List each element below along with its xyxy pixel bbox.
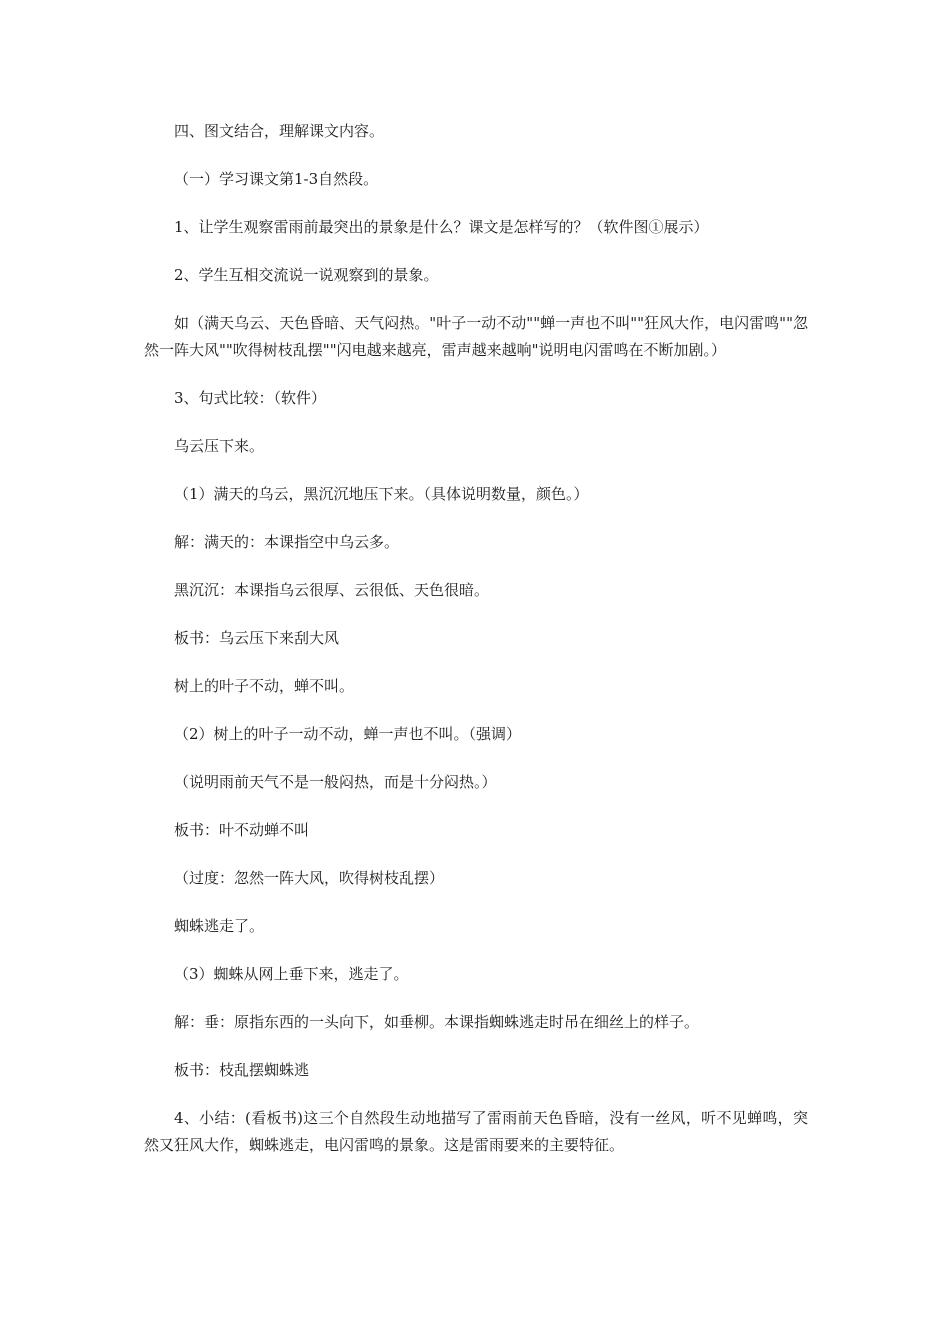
paragraph: 树上的叶子不动，蝉不叫。 bbox=[174, 677, 355, 695]
paragraph: 如（满天乌云、天色昏暗、天气闷热。"叶子一动不动""蝉一声也不叫""狂风大作，电闪雷鸣""忽然一阵大风""吹得树枝乱摆""闪电越来越亮，雷声越来越响"说明电闪雷鸣在不断加剧。） bbox=[144, 314, 808, 359]
paragraph: 2、学生互相交流说一说观察到的景象。 bbox=[174, 266, 439, 284]
paragraph: 解：满天的：本课指空中乌云多。 bbox=[174, 533, 400, 551]
paragraph: （1）满天的乌云，黑沉沉地压下来。（具体说明数量，颜色。） bbox=[174, 485, 589, 503]
section-heading: 四、图文结合，理解课文内容。 bbox=[174, 122, 385, 140]
paragraph: （过度：忽然一阵大风，吹得树枝乱摆） bbox=[174, 869, 445, 887]
paragraph: （3）蜘蛛从网上垂下来，逃走了。 bbox=[174, 965, 409, 983]
paragraph: 板书：叶不动蝉不叫 bbox=[174, 821, 310, 839]
paragraph: 4、小结：(看板书)这三个自然段生动地描写了雷雨前天色昏暗，没有一丝风，听不见蝉鸣，突然又狂风大作，蜘蛛逃走，电闪雷鸣的景象。这是雷雨要来的主要特征。 bbox=[144, 1109, 808, 1154]
paragraph: 解：垂：原指东西的一头向下，如垂柳。本课指蜘蛛逃走时吊在细丝上的样子。 bbox=[174, 1013, 700, 1031]
paragraph: 黑沉沉：本课指乌云很厚、云很低、天色很暗。 bbox=[174, 581, 490, 599]
paragraph: 乌云压下来。 bbox=[174, 437, 265, 455]
subsection-heading: （一）学习课文第1-3自然段。 bbox=[174, 170, 379, 188]
paragraph: （说明雨前天气不是一般闷热，而是十分闷热。） bbox=[174, 773, 497, 791]
paragraph: 3、句式比较：（软件） bbox=[174, 389, 327, 407]
document-page bbox=[144, 118, 808, 1180]
paragraph: 蜘蛛逃走了。 bbox=[174, 917, 265, 935]
paragraph: 1、让学生观察雷雨前最突出的景象是什么？课文是怎样写的？（软件图①展示） bbox=[174, 218, 709, 236]
paragraph: 板书：乌云压下来刮大风 bbox=[174, 629, 340, 647]
paragraph: （2）树上的叶子一动不动，蝉一声也不叫。（强调） bbox=[174, 725, 522, 743]
paragraph: 板书：枝乱摆蜘蛛逃 bbox=[174, 1061, 310, 1079]
